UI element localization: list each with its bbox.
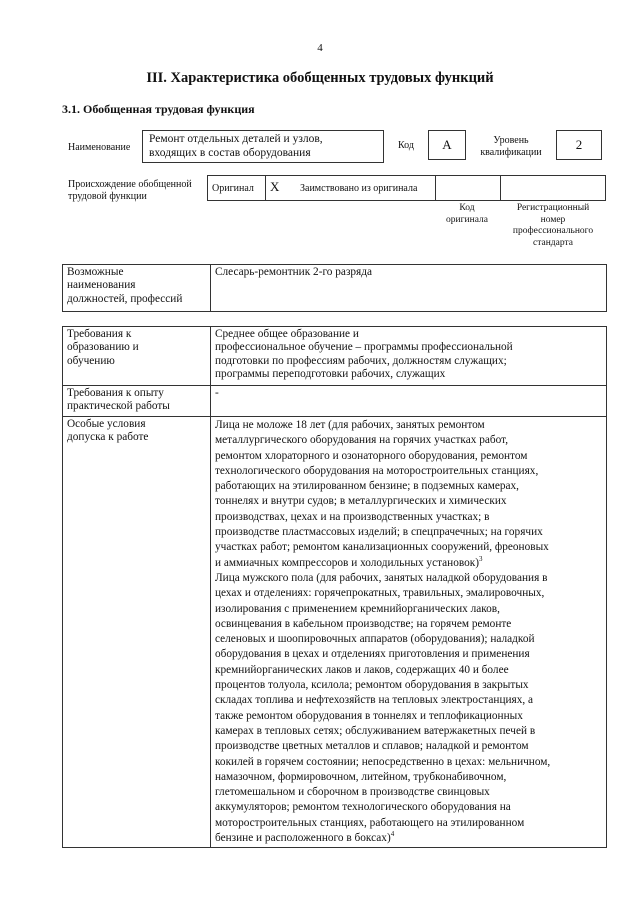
education-line: подготовки по профессиям рабочих, должностям служащих;: [215, 354, 507, 367]
conditions-line: тоннелях и внутри судов; в металлургических и химических: [215, 495, 507, 508]
conditions-label-line-2: допуска к работе: [67, 431, 149, 444]
positions-label-line-2: наименования: [67, 279, 136, 292]
conditions-line: Лица не моложе 18 лет (для рабочих, занятых ремонтом: [215, 419, 485, 431]
level-label-line-2: квалификации: [480, 147, 542, 158]
positions-label-line-3: должностей, профессий: [67, 292, 183, 305]
table-row: [63, 417, 607, 848]
positions-value: Слесарь-ремонтник 2-го разряда: [211, 265, 607, 312]
conditions-line: намазочном, формировочном, литейном, трубконабивочном,: [215, 770, 507, 783]
level-label: [473, 135, 549, 159]
footnote-ref: 4: [390, 830, 395, 839]
conditions-line: участках работ; ремонтом канализационных сооружений, фреоновых: [215, 541, 549, 554]
name-line-2: входящих в состав оборудования: [149, 146, 311, 159]
conditions-line: аккумуляторов; ремонтом технологического оборудования на: [215, 801, 511, 814]
footnote-ref: 3: [479, 554, 483, 563]
origin-label: [68, 179, 192, 203]
name-label: Наименование: [68, 142, 131, 153]
reg-number-label-line-4: стандарта: [533, 237, 573, 248]
conditions-value: [211, 417, 607, 848]
conditions-line: селеновых и шоопировочных аппаратов (оборудования); наладкой: [215, 633, 535, 646]
education-label-line-1: Требования к: [67, 328, 132, 340]
conditions-line: изолирования с применением кремнийорганических лаков,: [215, 602, 500, 615]
table-row: [63, 327, 607, 386]
subsection-title: 3.1. Обобщенная трудовая функция: [62, 102, 255, 116]
conditions-line: ремонтом хлораторного и озонаторного оборудования, ремонтом: [215, 449, 528, 462]
divider: [500, 176, 501, 200]
education-line: программы переподготовки рабочих, служащих: [215, 367, 446, 380]
conditions-line: кремнийорганических лаков и лаков, содержащих 40 и более: [215, 663, 509, 676]
code-label: Код: [398, 140, 414, 151]
experience-label-line-2: практической работы: [67, 400, 170, 413]
conditions-line: работающих на этилированном бензине; в подземных камерах,: [215, 480, 520, 493]
conditions-label-line-1: Особые условия: [67, 418, 146, 430]
conditions-label: [63, 417, 211, 848]
conditions-line: металлургического оборудования на горячих участках работ,: [215, 434, 509, 447]
table-row: [63, 386, 607, 417]
conditions-line: технологического оборудования на моторостроительных станциях,: [215, 464, 539, 477]
level-value: 2: [556, 130, 602, 160]
conditions-text: и аммиачных компрессоров и холодильных установок): [215, 556, 480, 569]
education-label-line-3: обучению: [67, 354, 115, 367]
conditions-line: глетомешальном и сборочном в производстве свинцовых: [215, 786, 490, 799]
borrowed-label: Заимствовано из оригинала: [300, 183, 418, 194]
original-code-label-line-2: оригинала: [446, 214, 488, 225]
conditions-text: бензине и расположенного в боксах): [215, 832, 391, 845]
conditions-line: оборудования в цехах и отделениях приготовления и применения: [215, 648, 530, 661]
conditions-line: производствах, цехах и на производственных участках; в: [215, 510, 490, 523]
positions-label-line-1: Возможные: [67, 266, 124, 278]
reg-number-label-line-2: номер: [540, 214, 566, 225]
positions-label: [63, 265, 211, 312]
page-number: 4: [317, 42, 323, 54]
education-value: [211, 327, 607, 386]
reg-number-label-line-3: профессионального: [512, 226, 594, 236]
education-line: профессиональное обучение – программы профессиональной: [215, 341, 513, 354]
conditions-line: Лица мужского пола (для рабочих, занятых наладкой оборудования в: [215, 571, 548, 584]
code-value: А: [428, 130, 466, 160]
section-title: III. Характеристика обобщенных трудовых функций: [146, 70, 494, 86]
conditions-line: также ремонтом оборудования в тоннелях и теплофикационных: [215, 709, 523, 722]
experience-label-line-1: Требования к опыту: [67, 387, 164, 399]
conditions-line: моторостроительных станциях, работающего на этилированном: [215, 816, 525, 829]
level-label-line-1: Уровень: [493, 135, 529, 146]
name-line-1: Ремонт отдельных деталей и узлов,: [149, 133, 323, 145]
divider: [435, 176, 436, 200]
positions-table: [62, 264, 607, 312]
reg-number-label: [503, 203, 603, 249]
conditions-line: цехах и отделениях: горячепрокатных, травильных, эмалировочных,: [215, 587, 545, 600]
conditions-line: камерах в тепловых сетях; обслуживанием ватержакетных печей в: [215, 724, 536, 737]
divider: [265, 176, 266, 200]
conditions-line: кокилей в горячем состоянии; непосредственно в цехах: мельничном,: [215, 755, 551, 768]
name-field: [142, 130, 384, 163]
original-code-label: [432, 203, 502, 226]
requirements-table: [62, 326, 607, 848]
conditions-line: производстве цветных металлов и сплавов; наладкой и ремонтом: [215, 740, 529, 753]
table-row: [63, 265, 607, 312]
origin-label-line-1: Происхождение обобщенной: [68, 179, 192, 190]
conditions-line: освинцевания в кабельном производстве; на горячем ремонте: [215, 617, 512, 630]
conditions-line: складах топлива и нефтехозяйств на тепловых электростанциях, а: [215, 694, 534, 707]
origin-label-line-2: трудовой функции: [68, 191, 147, 202]
education-line: Среднее общее образование и: [215, 328, 359, 340]
education-label-line-2: образованию и: [67, 341, 139, 354]
original-code-label-line-1: Код: [459, 203, 475, 213]
conditions-line: [215, 556, 602, 571]
original-label: Оригинал: [212, 183, 254, 194]
experience-value: -: [211, 386, 607, 417]
reg-number-label-line-1: Регистрационный: [516, 203, 590, 213]
education-label: [63, 327, 211, 386]
conditions-line: процентов толуола, ксилола; ремонтом оборудования в закрытых: [215, 679, 529, 692]
experience-label: [63, 386, 211, 417]
conditions-line: производстве пластмассовых изделий; в спецпрачечных; на горячих: [215, 526, 543, 539]
conditions-line: [215, 831, 602, 846]
original-mark: X: [270, 179, 280, 194]
